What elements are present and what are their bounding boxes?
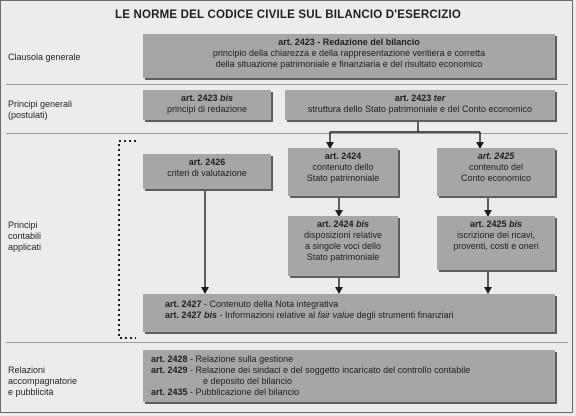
box-text: principio della chiarezza e della rappresentazione veritiera e corretta <box>212 48 486 58</box>
box-text: proventi, costi e oneri <box>453 241 539 251</box>
box-text: iscrizione dei ricavi, <box>456 230 536 240</box>
box-text: - Contenuto della Nota integrativa <box>201 299 339 309</box>
box-heading <box>143 93 271 104</box>
box-art-2424 <box>288 148 398 196</box>
article-number: art. 2423 <box>394 93 434 103</box>
row-label-text: (postulati) <box>8 110 48 120</box>
box-heading: art. 2423 - Redazione del bilancio <box>278 37 420 47</box>
box-text: a singole voci dello <box>304 241 382 251</box>
box-relazioni <box>143 350 555 402</box>
box-text: Conto economico <box>460 173 532 183</box>
box-art-2427 <box>143 294 555 332</box>
box-art-2423 <box>143 34 555 78</box>
box-text: - Relazione sulla gestione <box>187 354 294 364</box>
box-text: Stato patrimoniale <box>306 252 380 262</box>
article-number: art. 2428 <box>151 354 188 364</box>
article-number: art. 2429 <box>151 365 188 375</box>
article-number: art. 2423 <box>180 93 220 103</box>
box-text: criteri di valutazione <box>167 168 247 178</box>
article-suffix: bis <box>509 219 523 229</box>
box-text: Stato patrimoniale <box>306 173 380 183</box>
box-heading <box>437 219 555 230</box>
article-number: art. 2424 <box>316 219 356 229</box>
box-text: degli strumenti finanziari <box>354 310 454 320</box>
box-heading <box>437 151 555 162</box>
box-heading <box>285 93 555 104</box>
box-text: - Pubblicazione del bilancio <box>187 387 300 397</box>
box-line <box>151 354 555 365</box>
box-text: contenuto del <box>468 162 524 172</box>
row-label-text: Principi <box>8 220 38 230</box>
article-number: art. 2425 <box>477 151 515 161</box>
box-text: principi di redazione <box>166 104 248 114</box>
article-suffix: bis <box>204 310 218 320</box>
diagram-title: LE NORME DEL CODICE CIVILE SUL BILANCIO D'ESERCIZIO <box>114 9 462 21</box>
box-text: struttura dello Stato patrimoniale e del Conto economico <box>307 104 533 114</box>
row-label-text: accompagnatorie <box>8 376 78 386</box>
row-label-text: Relazioni <box>8 365 46 375</box>
box-art-2425-bis <box>437 216 555 270</box>
row-label-text: Principi generali <box>8 99 73 109</box>
box-text: - Informazioni relative al <box>217 310 318 320</box>
row-label-text: e pubblicità <box>8 387 54 397</box>
box-heading: art. 2426 <box>188 157 226 167</box>
article-number: art. 2425 <box>469 219 509 229</box>
article-number: art. 2427 <box>165 299 202 309</box>
box-text: disposizioni relative <box>303 230 383 240</box>
box-text: della situazione patrimoniale e finanziaria e del risultato economico <box>215 59 483 69</box>
box-line <box>165 299 555 310</box>
box-art-2425 <box>437 148 555 196</box>
row-label-text: Clausola generale <box>8 52 81 62</box>
article-number: art. 2435 <box>151 387 188 397</box>
box-text: e deposito del bilancio <box>203 376 293 386</box>
box-art-2424-bis <box>288 216 398 276</box>
box-art-2423-bis <box>143 90 271 120</box>
box-heading <box>288 219 398 230</box>
box-text: - Relazione dei sindaci e del soggetto incaricato del controllo contabile <box>187 365 471 375</box>
box-art-2423-ter <box>285 90 555 120</box>
row-label-text: contabili <box>8 231 42 241</box>
box-line <box>151 365 555 376</box>
box-heading: art. 2424 <box>324 151 362 161</box>
box-text: fair value <box>317 310 355 320</box>
article-suffix: bis <box>356 219 370 229</box>
article-suffix: ter <box>433 93 446 103</box>
article-suffix: bis <box>220 93 234 103</box>
box-line <box>165 310 555 321</box>
article-number: art. 2427 <box>165 310 205 320</box>
box-line <box>151 387 555 398</box>
box-text: contenuto dello <box>312 162 374 172</box>
row-label-text: applicati <box>8 242 42 252</box>
box-art-2426 <box>143 154 271 189</box>
